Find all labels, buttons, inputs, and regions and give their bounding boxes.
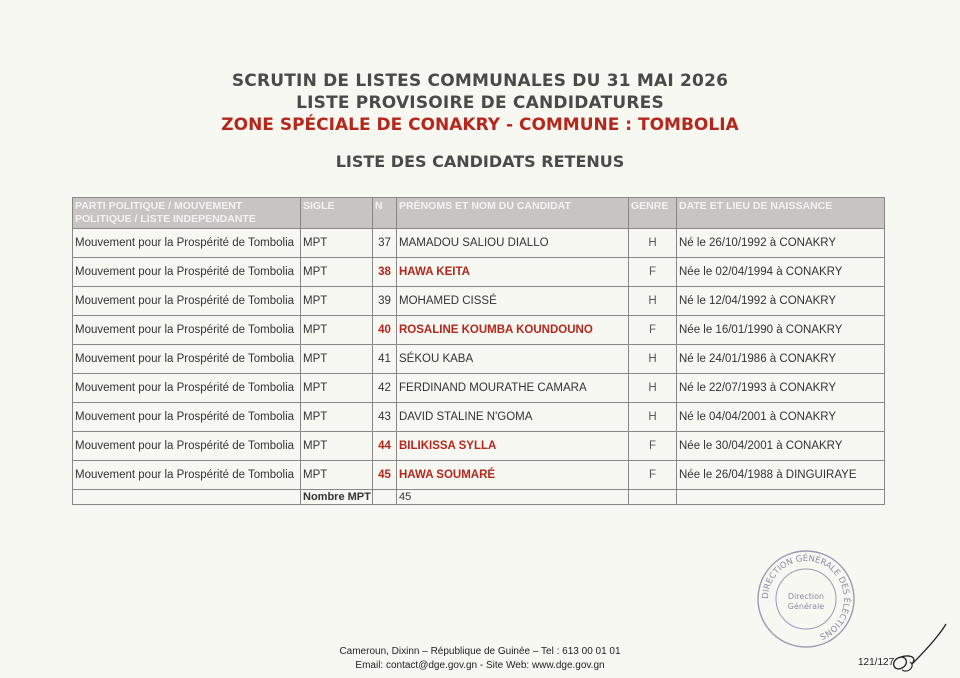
total-empty-birth — [677, 490, 885, 505]
col-header-sigle: SIGLE — [301, 198, 373, 229]
col-header-party: PARTI POLITIQUE / MOUVEMENT POLITIQUE / LISTE INDEPENDANTE — [73, 198, 301, 229]
col-header-name: PRÉNOMS ET NOM DU CANDIDAT — [397, 198, 629, 229]
candidate-name-cell: HAWA SOUMARÉ — [397, 461, 629, 490]
footer — [0, 645, 960, 673]
sigle-cell: MPT — [301, 432, 373, 461]
page-number: 121/127 — [858, 657, 895, 668]
table-row — [73, 258, 885, 287]
sigle-cell: MPT — [301, 316, 373, 345]
genre-cell: F — [629, 461, 677, 490]
stamp-ring-text: DIRECTION GÉNÉRALE DES ÉLECTIONS — [760, 553, 852, 642]
total-label: Nombre MPT — [301, 490, 373, 505]
stamp-center-line2: Générale — [787, 602, 825, 611]
total-empty-genre — [629, 490, 677, 505]
sigle-cell: MPT — [301, 287, 373, 316]
candidate-name-cell: ROSALINE KOUMBA KOUNDOUNO — [397, 316, 629, 345]
sigle-cell: MPT — [301, 229, 373, 258]
party-cell: Mouvement pour la Prospérité de Tombolia — [73, 461, 301, 490]
candidate-name-cell: MOHAMED CISSÉ — [397, 287, 629, 316]
total-empty-num — [373, 490, 397, 505]
list-status-title: LISTE PROVISOIRE DE CANDIDATURES — [296, 93, 664, 113]
candidates-table — [72, 197, 885, 505]
birth-cell: Né le 26/10/1992 à CONAKRY — [677, 229, 885, 258]
genre-cell: H — [629, 287, 677, 316]
party-cell: Mouvement pour la Prospérité de Tombolia — [73, 374, 301, 403]
birth-cell: Née le 30/04/2001 à CONAKRY — [677, 432, 885, 461]
genre-cell: H — [629, 403, 677, 432]
candidate-name-cell: FERDINAND MOURATHE CAMARA — [397, 374, 629, 403]
total-value: 45 — [397, 490, 629, 505]
birth-cell: Né le 12/04/1992 à CONAKRY — [677, 287, 885, 316]
candidate-name-cell: MAMADOU SALIOU DIALLO — [397, 229, 629, 258]
number-cell: 44 — [373, 432, 397, 461]
number-cell: 40 — [373, 316, 397, 345]
birth-cell: Né le 24/01/1986 à CONAKRY — [677, 345, 885, 374]
table-row — [73, 432, 885, 461]
genre-cell: H — [629, 345, 677, 374]
genre-cell: H — [629, 229, 677, 258]
number-cell: 42 — [373, 374, 397, 403]
party-cell: Mouvement pour la Prospérité de Tombolia — [73, 403, 301, 432]
table-row — [73, 461, 885, 490]
party-cell: Mouvement pour la Prospérité de Tombolia — [73, 258, 301, 287]
candidate-name-cell: HAWA KEITA — [397, 258, 629, 287]
number-cell: 45 — [373, 461, 397, 490]
total-row — [73, 490, 885, 505]
number-cell: 43 — [373, 403, 397, 432]
genre-cell: F — [629, 432, 677, 461]
party-cell: Mouvement pour la Prospérité de Tombolia — [73, 229, 301, 258]
zone-commune-title: ZONE SPÉCIALE DE CONAKRY - COMMUNE : TOMBOLIA — [221, 115, 739, 135]
footer-contact: Email: contact@dge.gov.gn - Site Web: www.dge.gov.gn — [355, 660, 605, 671]
birth-cell: Né le 22/07/1993 à CONAKRY — [677, 374, 885, 403]
birth-cell: Née le 02/04/1994 à CONAKRY — [677, 258, 885, 287]
total-empty-cell — [73, 490, 301, 505]
number-cell: 39 — [373, 287, 397, 316]
table-row — [73, 403, 885, 432]
stamp-center-line1: Direction — [787, 592, 825, 601]
sigle-cell: MPT — [301, 461, 373, 490]
footer-address: Cameroun, Dixinn – République de Guinée – Tel : 613 00 01 01 — [339, 646, 621, 657]
sigle-cell: MPT — [301, 258, 373, 287]
genre-cell: F — [629, 258, 677, 287]
col-header-genre: GENRE — [629, 198, 677, 229]
document-header — [0, 70, 960, 172]
sigle-cell: MPT — [301, 345, 373, 374]
birth-cell: Né le 04/04/2001 à CONAKRY — [677, 403, 885, 432]
birth-cell: Née le 26/04/1988 à DINGUIRAYE — [677, 461, 885, 490]
party-cell: Mouvement pour la Prospérité de Tombolia — [73, 432, 301, 461]
party-cell: Mouvement pour la Prospérité de Tombolia — [73, 345, 301, 374]
sigle-cell: MPT — [301, 374, 373, 403]
birth-cell: Née le 16/01/1990 à CONAKRY — [677, 316, 885, 345]
table-row — [73, 316, 885, 345]
genre-cell: H — [629, 374, 677, 403]
party-cell: Mouvement pour la Prospérité de Tombolia — [73, 316, 301, 345]
candidate-name-cell: BILIKISSA SYLLA — [397, 432, 629, 461]
genre-cell: F — [629, 316, 677, 345]
number-cell: 37 — [373, 229, 397, 258]
number-cell: 41 — [373, 345, 397, 374]
sigle-cell: MPT — [301, 403, 373, 432]
retained-candidates-title: LISTE DES CANDIDATS RETENUS — [335, 152, 625, 171]
col-header-birth: DATE ET LIEU DE NAISSANCE — [677, 198, 885, 229]
table-row — [73, 229, 885, 258]
candidate-name-cell: DAVID STALINE N'GOMA — [397, 403, 629, 432]
election-title: SCRUTIN DE LISTES COMMUNALES DU 31 MAI 2026 — [231, 71, 729, 91]
col-header-num: N — [373, 198, 397, 229]
table-row — [73, 374, 885, 403]
official-stamp — [756, 549, 856, 649]
table-header-row — [73, 198, 885, 229]
table-row — [73, 287, 885, 316]
number-cell: 38 — [373, 258, 397, 287]
table-row — [73, 345, 885, 374]
party-cell: Mouvement pour la Prospérité de Tombolia — [73, 287, 301, 316]
candidate-name-cell: SÉKOU KABA — [397, 345, 629, 374]
